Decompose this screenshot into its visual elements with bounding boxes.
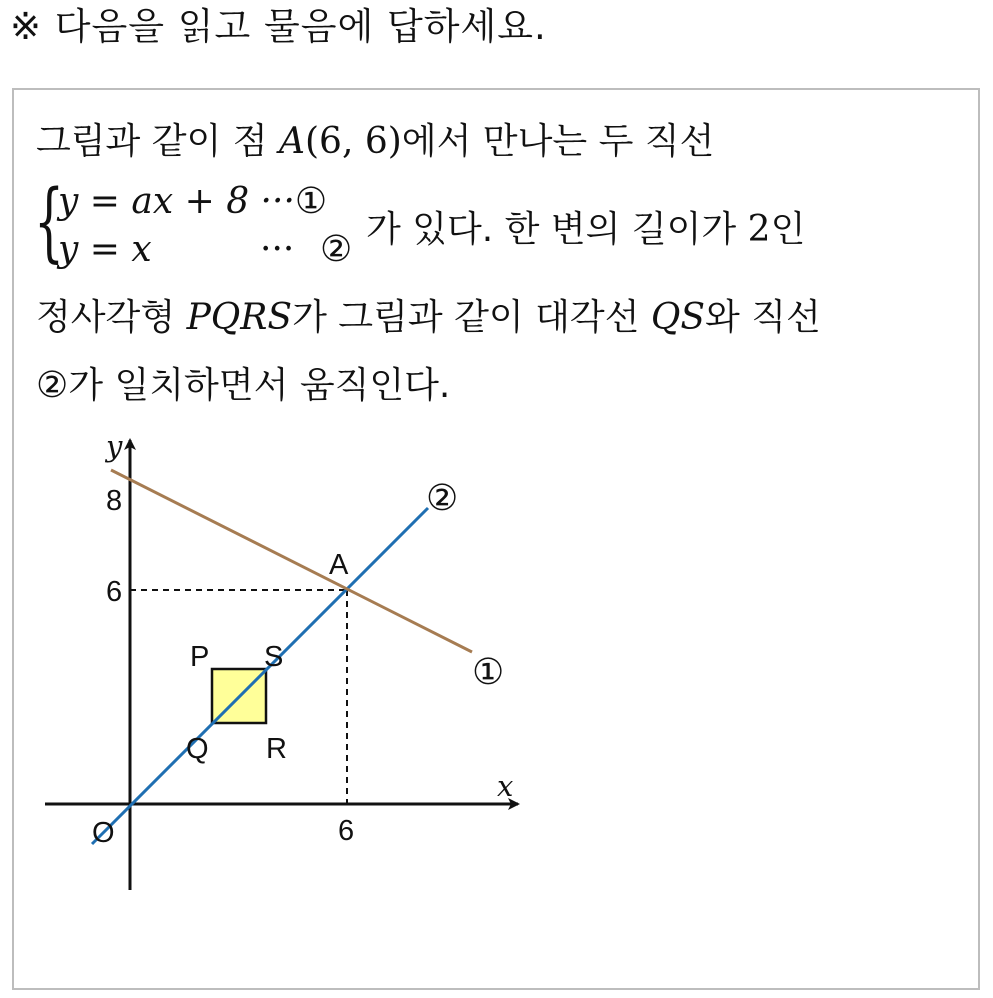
y-axis-label: y bbox=[106, 429, 123, 463]
tick-y-8: 8 bbox=[106, 485, 123, 517]
origin-label: O bbox=[92, 817, 115, 849]
x-axis-label: x bbox=[497, 769, 514, 803]
line3-mid: 가 그림과 같이 대각선 bbox=[292, 297, 651, 338]
equation-2-marker: ② bbox=[320, 229, 353, 270]
tick-x-6: 6 bbox=[338, 815, 355, 847]
line2-rest-num: 2 bbox=[747, 209, 771, 250]
point-a-coords: (6, 6) bbox=[305, 121, 402, 162]
point-p-label: P bbox=[190, 641, 210, 673]
equation-1-text: y = ax + 8 ··· bbox=[58, 181, 295, 222]
line2-rest-pre: 가 있다. 한 변의 길이가 bbox=[366, 209, 748, 250]
equation-1-marker: ① bbox=[294, 181, 328, 222]
line-1-marker: ① bbox=[472, 652, 505, 693]
line3-pre: 정사각형 bbox=[36, 297, 187, 338]
line2-rest-post: 인 bbox=[770, 209, 806, 250]
point-r-label: R bbox=[266, 733, 287, 765]
line1-pre: 그림과 같이 점 bbox=[36, 121, 279, 162]
brace-symbol: { bbox=[34, 172, 65, 272]
tick-y-6: 6 bbox=[106, 576, 123, 608]
equation-2-dots: ··· bbox=[260, 229, 295, 270]
point-s-label: S bbox=[264, 641, 284, 673]
diagonal-name: QS bbox=[650, 297, 706, 338]
instruction-text: ※ 다음을 읽고 물음에 답하세요. bbox=[10, 5, 547, 48]
equation-2-text: y = x bbox=[58, 229, 152, 270]
point-a-figure-label: A bbox=[329, 549, 349, 581]
line4-marker: ② bbox=[36, 365, 69, 406]
line4-text: 가 일치하면서 움직인다. bbox=[68, 365, 451, 406]
point-a-label: A bbox=[279, 121, 305, 162]
square-name: PQRS bbox=[186, 297, 293, 338]
line1-post: 에서 만나는 두 직선 bbox=[401, 121, 715, 162]
line-2-marker: ② bbox=[426, 478, 459, 519]
line-1 bbox=[111, 470, 472, 652]
line3-post: 와 직선 bbox=[705, 297, 821, 338]
point-q-label: Q bbox=[186, 733, 209, 765]
line-2 bbox=[92, 508, 428, 844]
